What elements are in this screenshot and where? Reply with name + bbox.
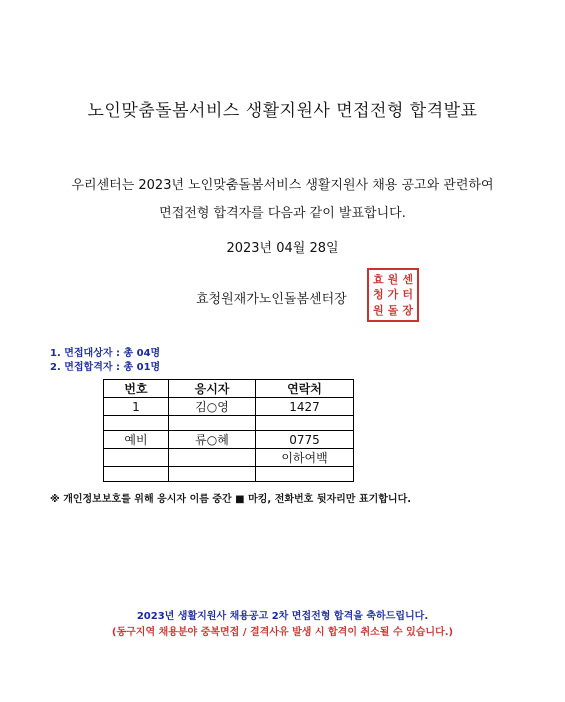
cancellation-warning: (동구지역 채용분야 중복면접 / 결격사유 발생 시 합격이 취소될 수 있습니다.) [111,627,454,638]
seal-char: 효 [373,273,384,287]
official-seal [367,268,419,322]
table-cell [256,416,354,431]
congratulations-message: 2023년 생활지원사 채용공고 2차 면접전형 합격을 축하드립니다. [136,611,429,622]
column-header: 응시자 [169,380,256,398]
passed-count: 2. 면접합격자 : 총 01명 [50,362,161,373]
column-header: 연락처 [256,380,354,398]
table-cell: 김○영 [169,398,256,416]
seal-char: 원 [373,303,384,317]
table-row [104,449,354,467]
table-cell [169,449,256,467]
announcement-date: 2023년 04월 28일 [226,241,339,256]
intro-line-1: 우리센터는 2023년 노인맞춤돌봄서비스 생활지원사 채용 공고와 관련하여 [71,178,494,193]
table-cell: 1427 [256,398,354,416]
intro-line-2: 면접전형 합격자를 다음과 같이 발표합니다. [159,206,406,221]
table-row [104,398,354,416]
column-header: 번호 [104,380,169,398]
seal-char: 가 [387,288,399,302]
seal-char: 청 [373,288,384,302]
table-cell [104,467,169,482]
table-cell: 0775 [256,431,354,449]
interviewee-count: 1. 면접대상자 : 총 04명 [50,348,161,359]
seal-char: 터 [402,288,413,302]
table-cell: 류○혜 [169,431,256,449]
table-cell [169,416,256,431]
table-cell [169,467,256,482]
results-table [103,379,354,482]
table-row [104,467,354,482]
table-cell: 이하여백 [256,449,354,467]
table-cell [104,449,169,467]
table-cell: 예비 [104,431,169,449]
privacy-note: ※ 개인정보보호를 위해 응시자 이름 중간 ■ 마킹, 전화번호 뒷자리만 표기합니다. [50,494,412,505]
table-cell: 1 [104,398,169,416]
table-header-row [104,380,354,398]
issuer-name: 효청원재가노인돌봄센터장 [196,292,347,307]
seal-char: 센 [402,273,413,287]
seal-char: 돌 [387,303,399,317]
table-cell [104,416,169,431]
table-row [104,431,354,449]
table-cell [256,467,354,482]
table-row [104,416,354,431]
seal-char: 원 [387,273,399,287]
page-title: 노인맞춤돌봄서비스 생활지원사 면접전형 합격발표 [87,101,478,121]
seal-char: 장 [402,303,413,317]
